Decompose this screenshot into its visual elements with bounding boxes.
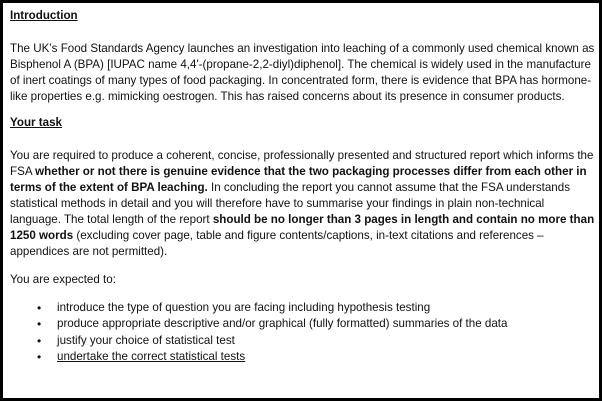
document-body (3, 3, 599, 365)
spacer (10, 105, 595, 115)
list-item (37, 300, 595, 316)
bullet-icon: • (37, 333, 42, 348)
list-item (37, 316, 595, 332)
list-item-text: justify your choice of statistical test (57, 333, 235, 347)
bullet-icon: • (37, 301, 42, 316)
bullet-icon: • (37, 317, 42, 332)
spacer (10, 132, 595, 148)
introduction-heading: Introduction (10, 9, 78, 22)
bullet-icon: • (37, 349, 42, 364)
spacer (10, 260, 595, 272)
task-text-2: In concluding the report you cannot assume that the FSA understands statistical methods in detail and you will therefore have to summarise your findings in plain non-technical language. The total length of the report (10, 180, 570, 226)
expectations-list (10, 300, 595, 364)
your-task-heading: Your task (10, 116, 62, 130)
task-emphasis-evidence: whether or not there is genuine evidence that the two packaging processes differ from each other in terms of the extent of BPA leaching. (10, 164, 587, 194)
list-item-text: undertake the correct statistical tests (57, 349, 246, 363)
task-text-1: You are required to produce a coherent, concise, professionally presented and structured report which informs the FSA (10, 148, 594, 178)
task-paragraph (10, 148, 595, 261)
task-text-3: (excluding cover page, table and figure contents/captions, in-text citations and references – appendices are not permitted). (10, 229, 544, 259)
list-item (37, 349, 595, 365)
task-emphasis-length: should be no longer than 3 pages in length and contain no more than 1250 words (10, 212, 595, 243)
list-item-text: introduce the type of question you are facing including hypothesis testing (57, 301, 431, 315)
list-item (37, 333, 595, 349)
list-item-text: produce appropriate descriptive and/or graphical (fully formatted) summaries of the data (57, 317, 508, 331)
spacer (10, 288, 595, 300)
introduction-paragraph: The UK’s Food Standards Agency launches an investigation into leaching of a commonly used chemical known as Bisphenol A (BPA) [IUPAC name 4,4'-(propane-2,2-diyl)diphenol]. The chemical is widely used in the manufacture of inert coatings of many types of food packaging. In concentrated form, there is evidence that BPA has hormone-like properties e.g. mimicking oestrogen. This has raised concerns about its presence in consumer products. (10, 42, 595, 104)
expected-intro: You are expected to: (10, 273, 116, 287)
spacer (10, 24, 595, 41)
